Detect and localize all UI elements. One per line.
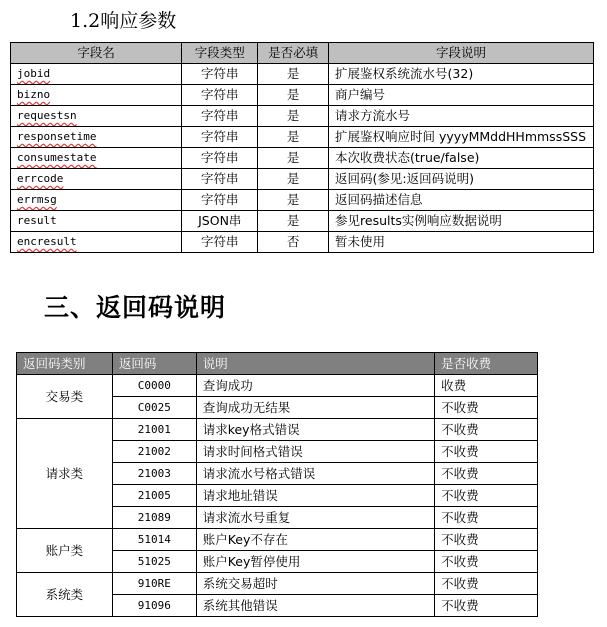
table-row [11, 106, 594, 127]
required-cell: 是 [258, 64, 329, 85]
code-category-cell: 交易类 [17, 375, 113, 419]
code-cell: 21001 [112, 419, 196, 441]
required-cell: 是 [258, 148, 329, 169]
fee-cell: 不收费 [435, 573, 538, 595]
code-desc-cell: 请求地址错误 [196, 485, 434, 507]
codes-table-body [17, 375, 538, 617]
fee-cell: 不收费 [435, 529, 538, 551]
code-cell: 21089 [112, 507, 196, 529]
header-field-desc: 字段说明 [329, 43, 594, 64]
return-codes-table [16, 352, 538, 617]
field-type-cell: 字符串 [182, 85, 258, 106]
code-desc-cell: 账户Key暂停使用 [196, 551, 434, 573]
field-name-cell: encresult [11, 232, 182, 253]
code-cell: 21003 [112, 463, 196, 485]
table-row [11, 232, 594, 253]
code-desc-cell: 请求时间格式错误 [196, 441, 434, 463]
response-params-table [10, 42, 594, 253]
field-type-cell: JSON串 [182, 211, 258, 232]
field-desc-cell: 商户编号 [329, 85, 594, 106]
code-category-cell: 系统类 [17, 573, 113, 617]
field-name-cell: errmsg [11, 190, 182, 211]
required-cell: 是 [258, 211, 329, 232]
code-cell: 21002 [112, 441, 196, 463]
fee-cell: 不收费 [435, 463, 538, 485]
field-type-cell: 字符串 [182, 232, 258, 253]
code-cell: C0025 [112, 397, 196, 419]
field-type-cell: 字符串 [182, 106, 258, 127]
field-type-cell: 字符串 [182, 190, 258, 211]
table-row [11, 127, 594, 148]
field-name-cell: consumestate [11, 148, 182, 169]
field-name-cell: jobid [11, 64, 182, 85]
code-cell: 910RE [112, 573, 196, 595]
required-cell: 否 [258, 232, 329, 253]
fee-cell: 不收费 [435, 485, 538, 507]
code-cell: 91096 [112, 595, 196, 617]
table-row [17, 573, 538, 595]
fee-cell: 不收费 [435, 419, 538, 441]
field-type-cell: 字符串 [182, 64, 258, 85]
field-name-cell: responsetime [11, 127, 182, 148]
return-codes-heading: 三、返回码说明 [44, 293, 227, 322]
field-name-cell: requestsn [11, 106, 182, 127]
header-field-type: 字段类型 [182, 43, 258, 64]
field-desc-cell: 返回码(参见:返回码说明) [329, 169, 594, 190]
code-category-cell: 账户类 [17, 529, 113, 573]
code-desc-cell: 账户Key不存在 [196, 529, 434, 551]
params-table-body [11, 64, 594, 253]
table-row [17, 419, 538, 441]
field-desc-cell: 请求方流水号 [329, 106, 594, 127]
header-required: 是否必填 [258, 43, 329, 64]
codes-header-row [17, 353, 538, 375]
section-title: 1.2响应参数 [70, 10, 177, 32]
field-desc-cell: 暂未使用 [329, 232, 594, 253]
header-field-name: 字段名 [11, 43, 182, 64]
table-row [11, 148, 594, 169]
table-row [17, 529, 538, 551]
field-desc-cell: 扩展鉴权响应时间 yyyyMMddHHmmssSSS [329, 127, 594, 148]
field-desc-cell: 返回码描述信息 [329, 190, 594, 211]
code-cell: 51014 [112, 529, 196, 551]
params-header-row [11, 43, 594, 64]
field-desc-cell: 参见results实例响应数据说明 [329, 211, 594, 232]
code-cell: 51025 [112, 551, 196, 573]
code-desc-cell: 查询成功 [196, 375, 434, 397]
field-desc-cell: 扩展鉴权系统流水号(32) [329, 64, 594, 85]
code-desc-cell: 查询成功无结果 [196, 397, 434, 419]
table-row [11, 190, 594, 211]
field-type-cell: 字符串 [182, 169, 258, 190]
code-desc-cell: 系统交易超时 [196, 573, 434, 595]
field-desc-cell: 本次收费状态(true/false) [329, 148, 594, 169]
fee-cell: 不收费 [435, 551, 538, 573]
table-row [17, 375, 538, 397]
table-row [11, 85, 594, 106]
header-code: 返回码 [112, 353, 196, 375]
required-cell: 是 [258, 169, 329, 190]
field-type-cell: 字符串 [182, 148, 258, 169]
code-category-cell: 请求类 [17, 419, 113, 529]
header-code-category: 返回码类别 [17, 353, 113, 375]
field-name-cell: bizno [11, 85, 182, 106]
required-cell: 是 [258, 106, 329, 127]
fee-cell: 不收费 [435, 507, 538, 529]
code-cell: 21005 [112, 485, 196, 507]
required-cell: 是 [258, 127, 329, 148]
header-code-desc: 说明 [196, 353, 434, 375]
fee-cell: 不收费 [435, 595, 538, 617]
table-row [11, 64, 594, 85]
table-row [11, 169, 594, 190]
field-name-cell: errcode [11, 169, 182, 190]
fee-cell: 不收费 [435, 397, 538, 419]
required-cell: 是 [258, 85, 329, 106]
code-desc-cell: 系统其他错误 [196, 595, 434, 617]
field-type-cell: 字符串 [182, 127, 258, 148]
code-desc-cell: 请求流水号格式错误 [196, 463, 434, 485]
fee-cell: 不收费 [435, 441, 538, 463]
fee-cell: 收费 [435, 375, 538, 397]
code-desc-cell: 请求key格式错误 [196, 419, 434, 441]
required-cell: 是 [258, 190, 329, 211]
field-name-cell: result [11, 211, 182, 232]
code-cell: C0000 [112, 375, 196, 397]
code-desc-cell: 请求流水号重复 [196, 507, 434, 529]
table-row [11, 211, 594, 232]
header-fee: 是否收费 [435, 353, 538, 375]
